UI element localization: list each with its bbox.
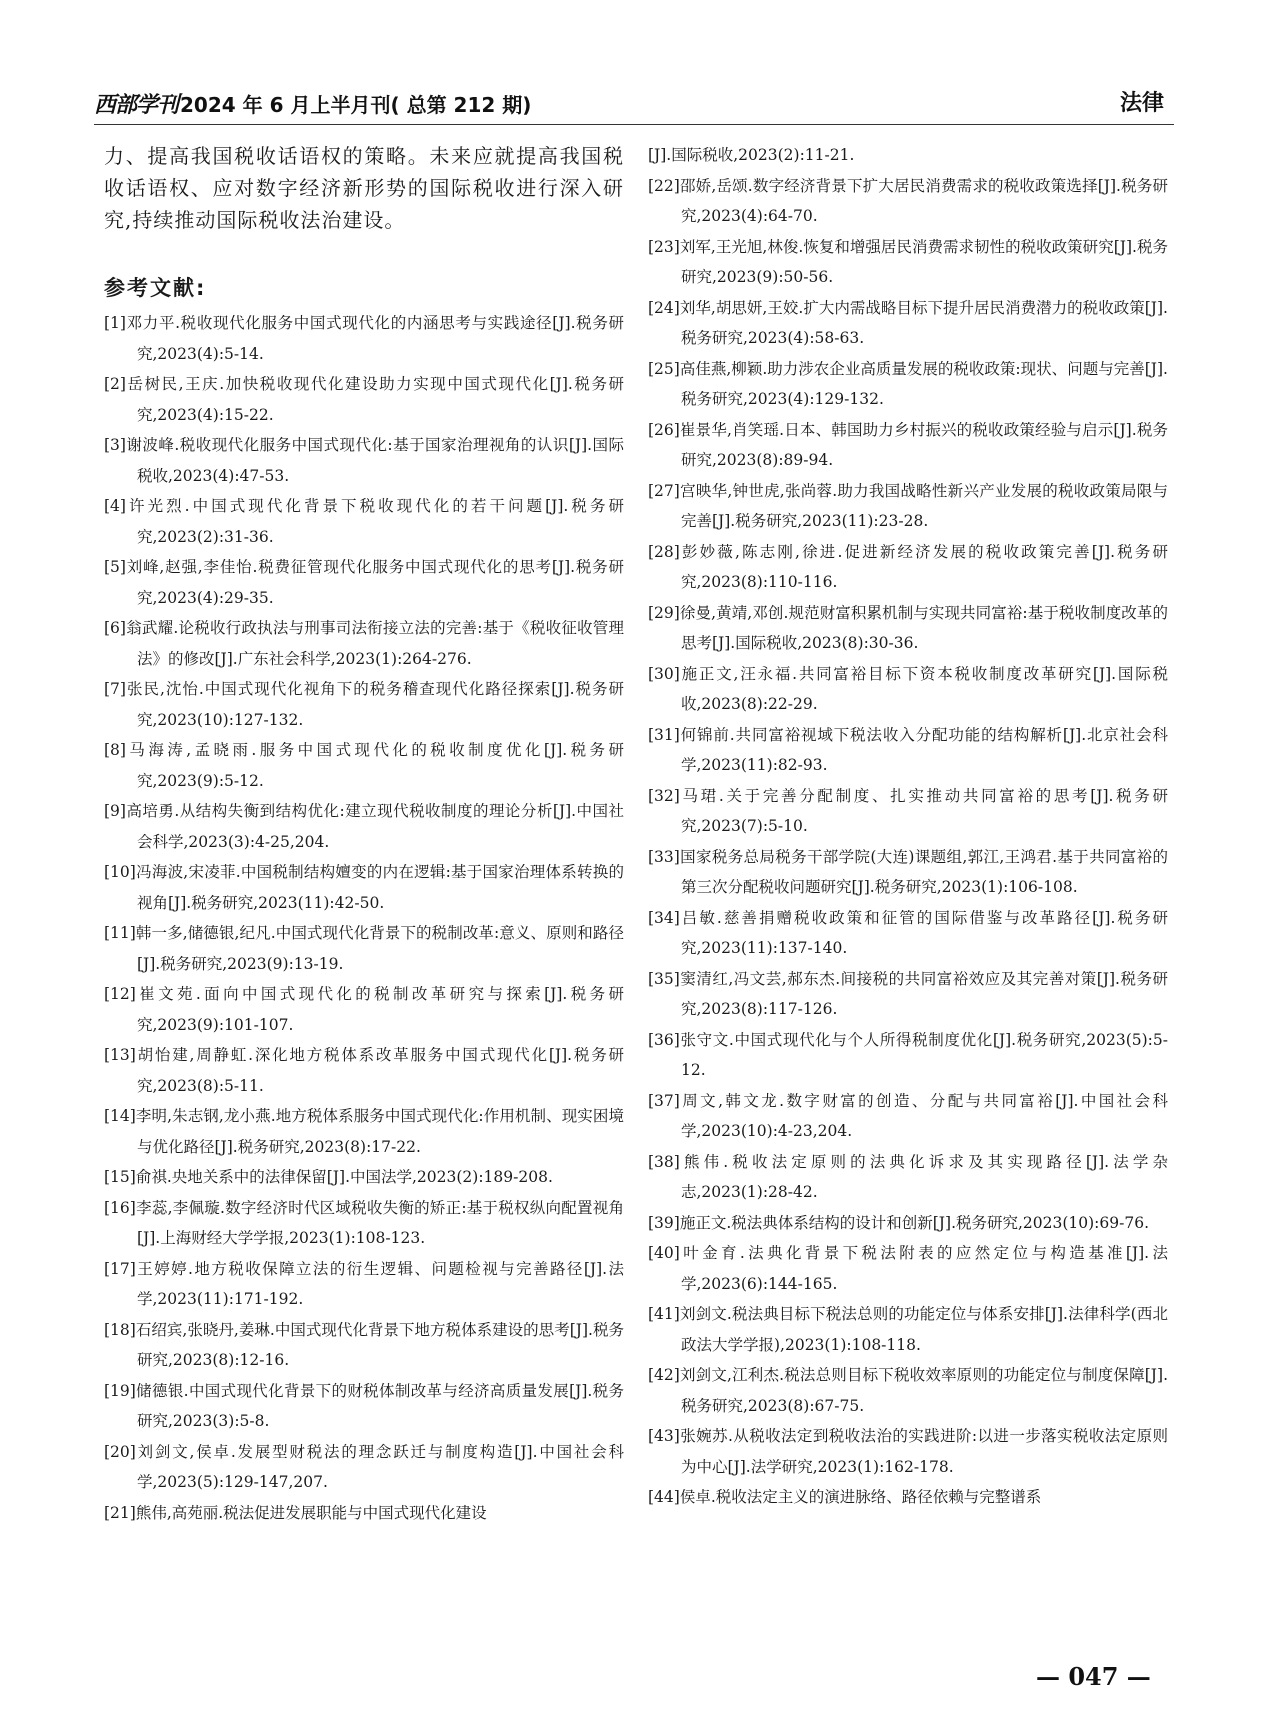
reference-text: 徐曼,黄靖,邓创.规范财富积累机制与实现共同富裕:基于税收制度改革的思考[J].国际税收,2023(8):30-36.	[679, 603, 1168, 652]
reference-item	[648, 659, 1168, 720]
reference-item	[104, 1437, 624, 1498]
reference-item	[648, 476, 1168, 537]
reference-item	[648, 232, 1168, 293]
reference-item	[648, 964, 1168, 1025]
reference-item	[648, 1147, 1168, 1208]
reference-text: 宫映华,钟世虎,张尚蓉.助力我国战略性新兴产业发展的税收政策局限与完善[J].税务研究,2023(11):23-28.	[679, 481, 1168, 530]
reference-number: [27]	[648, 481, 680, 500]
reference-text: 熊伟.税收法定原则的法典化诉求及其实现路径[J].法学杂志,2023(1):28-42.	[679, 1152, 1168, 1201]
reference-number: [44]	[648, 1488, 680, 1506]
reference-text: 周文,韩文龙.数字财富的创造、分配与共同富裕[J].中国社会科学,2023(10):4-23,204.	[679, 1091, 1168, 1140]
reference-text: 冯海波,宋凌菲.中国税制结构嬗变的内在逻辑:基于国家治理体系转换的视角[J].税务研究,2023(11):42-50.	[135, 863, 624, 912]
reference-number: [24]	[648, 298, 680, 317]
reference-text: 韩一多,储德银,纪凡.中国式现代化背景下的税制改革:意义、原则和路径[J].税务研究,2023(9):13-19.	[135, 924, 624, 973]
reference-text: 刘华,胡思妍,王姣.扩大内需战略目标下提升居民消费潜力的税收政策[J].税务研究,2023(4):58-63.	[679, 298, 1168, 347]
reference-number: [29]	[648, 603, 680, 622]
header-divider	[94, 124, 1174, 125]
reference-number: [33]	[648, 847, 680, 866]
reference-text: 马海涛,孟晓雨.服务中国式现代化的税收制度优化[J].税务研究,2023(9):5-12.	[125, 741, 624, 790]
reference-number: [1]	[104, 314, 126, 332]
reference-text: 刘峰,赵强,李佳怡.税费征管现代化服务中国式现代化的思考[J].税务研究,2023(4):29-35.	[125, 558, 624, 607]
reference-item	[648, 1208, 1168, 1239]
reference-number: [13]	[104, 1046, 136, 1064]
reference-number: [6]	[104, 619, 126, 637]
reference-text: 熊伟,高苑丽.税法促进发展职能与中国式现代化建设	[135, 1503, 487, 1522]
reference-text: 施正文.税法典体系结构的设计和创新[J].税务研究,2023(10):69-76.	[679, 1213, 1150, 1232]
reference-text: 李明,朱志钢,龙小燕.地方税体系服务中国式现代化:作用机制、现实困境与优化路径[J].税务研究,2023(8):17-22.	[135, 1107, 624, 1156]
reference-number: [8]	[104, 741, 126, 759]
reference-list-right	[648, 140, 1168, 1513]
reference-item	[104, 1498, 624, 1529]
reference-text: 崔景华,肖笑瑶.日本、韩国助力乡村振兴的税收政策经验与启示[J].税务研究,2023(8):89-94.	[679, 420, 1168, 469]
reference-text: 刘剑文,江利杰.税法总则目标下税收效率原则的功能定位与制度保障[J].税务研究,2023(8):67-75.	[679, 1366, 1168, 1415]
left-column	[104, 140, 624, 1528]
reference-text: 邓力平.税收现代化服务中国式现代化的内涵思考与实践途径[J].税务研究,2023(4):5-14.	[125, 314, 624, 363]
reference-number: [4]	[104, 497, 126, 515]
reference-item	[648, 293, 1168, 354]
reference-item	[648, 1482, 1168, 1513]
reference-number: [42]	[648, 1366, 680, 1384]
reference-text: 窦清红,冯文芸,郝东杰.间接税的共同富裕效应及其完善对策[J].税务研究,2023(8):117-126.	[679, 969, 1168, 1018]
reference-number: [40]	[648, 1244, 680, 1262]
reference-item	[104, 430, 624, 491]
reference-item	[104, 613, 624, 674]
reference-text: 叶金育.法典化背景下税法附表的应然定位与构造基准[J].法学,2023(6):144-165.	[679, 1244, 1168, 1293]
page-header	[94, 86, 1174, 122]
reference-item	[648, 781, 1168, 842]
reference-number: [11]	[104, 924, 136, 942]
reference-number: [19]	[104, 1381, 136, 1400]
page-number: — 047 —	[1036, 1662, 1151, 1691]
right-column	[648, 140, 1168, 1513]
reference-item	[648, 598, 1168, 659]
intro-paragraph	[104, 140, 624, 236]
reference-item	[648, 140, 1168, 171]
reference-text: 邵娇,岳颂.数字经济背景下扩大居民消费需求的税收政策选择[J].税务研究,2023(4):64-70.	[679, 176, 1168, 225]
reference-item	[104, 1040, 624, 1101]
reference-item	[104, 1162, 624, 1193]
reference-text: 石绍宾,张晓丹,姜琳.中国式现代化背景下地方税体系建设的思考[J].税务研究,2023(8):12-16.	[135, 1320, 624, 1369]
reference-item	[648, 171, 1168, 232]
reference-number: [39]	[648, 1213, 680, 1232]
reference-number: [22]	[648, 176, 680, 195]
reference-text: 翁武耀.论税收行政执法与刑事司法衔接立法的完善:基于《税收征收管理法》的修改[J].广东社会科学,2023(1):264-276.	[125, 619, 624, 668]
reference-number: [9]	[104, 802, 126, 820]
reference-number: [23]	[648, 237, 680, 256]
reference-number: [34]	[648, 908, 680, 927]
reference-number: [10]	[104, 863, 136, 881]
reference-item	[104, 308, 624, 369]
reference-item	[104, 918, 624, 979]
reference-item	[104, 857, 624, 918]
reference-number: [32]	[648, 786, 680, 805]
reference-text: 张守文.中国式现代化与个人所得税制度优化[J].税务研究,2023(5):5-12.	[679, 1030, 1168, 1079]
reference-text: 施正文,汪永福.共同富裕目标下资本税收制度改革研究[J].国际税收,2023(8):22-29.	[679, 664, 1168, 713]
reference-item	[104, 369, 624, 430]
reference-item	[104, 674, 624, 735]
reference-number: [12]	[104, 985, 136, 1003]
reference-item	[104, 1193, 624, 1254]
reference-number: [28]	[648, 542, 680, 561]
reference-number: [5]	[104, 558, 126, 576]
reference-item	[104, 1376, 624, 1437]
reference-text: [J].国际税收,2023(2):11-21.	[648, 146, 855, 164]
reference-text: 王婷婷.地方税收保障立法的衍生逻辑、问题检视与完善路径[J].法学,2023(11):171-192.	[135, 1259, 624, 1308]
reference-number: [41]	[648, 1305, 680, 1323]
reference-text: 李蕊,李佩璇.数字经济时代区域税收失衡的矫正:基于税权纵向配置视角[J].上海财经大学学报,2023(1):108-123.	[135, 1198, 624, 1247]
reference-text: 胡怡建,周静虹.深化地方税体系改革服务中国式现代化[J].税务研究,2023(8):5-11.	[135, 1046, 624, 1095]
reference-item	[648, 903, 1168, 964]
reference-number: [38]	[648, 1152, 680, 1171]
reference-number: [3]	[104, 436, 126, 454]
reference-number: [15]	[104, 1168, 136, 1186]
reference-item	[648, 1421, 1168, 1482]
reference-list-left	[104, 308, 624, 1528]
reference-item	[648, 842, 1168, 903]
reference-text: 高培勇.从结构失衡到结构优化:建立现代税收制度的理论分析[J].中国社会科学,2023(3):4-25,204.	[125, 802, 624, 851]
reference-text: 岳树民,王庆.加快税收现代化建设助力实现中国式现代化[J].税务研究,2023(4):15-22.	[125, 375, 624, 424]
reference-item	[104, 1315, 624, 1376]
reference-item	[104, 979, 624, 1040]
section-label: 法律	[1119, 91, 1164, 116]
reference-item	[648, 415, 1168, 476]
reference-text: 谢波峰.税收现代化服务中国式现代化:基于国家治理视角的认识[J].国际税收,2023(4):47-53.	[125, 436, 624, 485]
reference-text: 储德银.中国式现代化背景下的财税体制改革与经济高质量发展[J].税务研究,2023(3):5-8.	[135, 1381, 624, 1430]
reference-number: [25]	[648, 359, 680, 378]
reference-text: 高佳燕,柳颖.助力涉农企业高质量发展的税收政策:现状、问题与完善[J].税务研究,2023(4):129-132.	[679, 359, 1168, 408]
reference-text: 张民,沈怡.中国式现代化视角下的税务稽查现代化路径探索[J].税务研究,2023(10):127-132.	[125, 680, 624, 729]
reference-number: [36]	[648, 1030, 680, 1049]
reference-item	[648, 1025, 1168, 1086]
reference-text: 马珺.关于完善分配制度、扎实推动共同富裕的思考[J].税务研究,2023(7):5-10.	[679, 786, 1168, 835]
reference-item	[648, 1238, 1168, 1299]
reference-text: 张婉苏.从税收法定到税收法治的实践进阶:以进一步落实税收法定原则为中心[J].法学研究,2023(1):162-178.	[679, 1427, 1168, 1476]
reference-number: [35]	[648, 969, 680, 988]
reference-text: 侯卓.税收法定主义的演进脉络、路径依赖与完整谱系	[679, 1488, 1042, 1506]
reference-number: [17]	[104, 1259, 136, 1278]
reference-item	[104, 491, 624, 552]
reference-number: [30]	[648, 664, 680, 683]
reference-number: [7]	[104, 680, 126, 698]
reference-number: [16]	[104, 1198, 136, 1217]
reference-item	[648, 1360, 1168, 1421]
reference-number: [20]	[104, 1442, 136, 1461]
reference-item	[104, 1101, 624, 1162]
reference-text: 何锦前.共同富裕视域下税法收入分配功能的结构解析[J].北京社会科学,2023(11):82-93.	[679, 725, 1168, 774]
reference-text: 刘剑文.税法典目标下税法总则的功能定位与体系安排[J].法律科学(西北政法大学学报),2023(1):108-118.	[679, 1305, 1168, 1354]
reference-number: [31]	[648, 725, 680, 744]
reference-text: 崔文苑.面向中国式现代化的税制改革研究与探索[J].税务研究,2023(9):101-107.	[135, 985, 624, 1034]
reference-item	[104, 796, 624, 857]
reference-item	[104, 552, 624, 613]
reference-number: [2]	[104, 375, 126, 393]
reference-number: [14]	[104, 1107, 136, 1125]
reference-text: 许光烈.中国式现代化背景下税收现代化的若干问题[J].税务研究,2023(2):31-36.	[125, 497, 624, 546]
reference-text: 俞祺.央地关系中的法律保留[J].中国法学,2023(2):189-208.	[135, 1168, 553, 1186]
reference-text: 刘剑文,侯卓.发展型财税法的理念跃迁与制度构造[J].中国社会科学,2023(5):129-147,207.	[135, 1442, 624, 1491]
reference-number: [26]	[648, 420, 680, 439]
reference-number: [37]	[648, 1091, 680, 1110]
reference-item	[648, 1086, 1168, 1147]
reference-item	[648, 1299, 1168, 1360]
reference-text: 刘军,王光旭,林俊.恢复和增强居民消费需求韧性的税收政策研究[J].税务研究,2023(9):50-56.	[679, 237, 1168, 286]
reference-text: 吕敏.慈善捐赠税收政策和征管的国际借鉴与改革路径[J].税务研究,2023(11):137-140.	[679, 908, 1168, 957]
reference-item	[648, 354, 1168, 415]
intro-text: 力、提高我国税收话语权的策略。未来应就提高我国税收话语权、应对数字经济新形势的国际税收进行深入研究,持续推动国际税收法治建设。	[104, 144, 624, 232]
reference-text: 国家税务总局税务干部学院(大连)课题组,郭江,王鸿君.基于共同富裕的第三次分配税收问题研究[J].税务研究,2023(1):106-108.	[679, 847, 1168, 896]
reference-number: [18]	[104, 1320, 136, 1339]
journal-masthead	[94, 88, 531, 119]
issue-info: 2024 年 6 月上半月刊( 总第 212 期)	[180, 93, 532, 117]
reference-item	[648, 720, 1168, 781]
reference-item	[104, 735, 624, 796]
references-title: 参考文献:	[104, 276, 207, 300]
reference-item	[104, 1254, 624, 1315]
reference-number: [43]	[648, 1427, 680, 1445]
reference-number: [21]	[104, 1503, 136, 1522]
journal-logo: 西部学刊	[94, 92, 179, 118]
reference-text: 彭妙薇,陈志刚,徐进.促进新经济发展的税收政策完善[J].税务研究,2023(8):110-116.	[679, 542, 1168, 591]
reference-item	[648, 537, 1168, 598]
